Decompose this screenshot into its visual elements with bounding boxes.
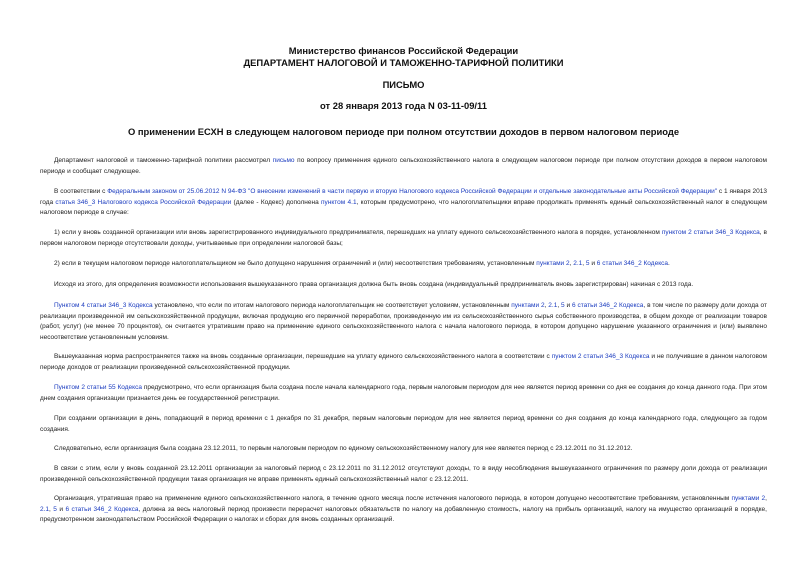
link-point-5[interactable]: 5 [53, 505, 57, 513]
paragraph-text: В соответствии с [54, 188, 108, 195]
paragraph-text: . [667, 260, 670, 267]
paragraph-2 [40, 187, 767, 219]
paragraph-6 [40, 301, 767, 343]
link-point-2-article-55[interactable]: Пунктом 2 статьи 55 Кодекса [54, 384, 142, 391]
document-type: ПИСЬМО [382, 79, 425, 90]
paragraph-text: по вопросу применения единого сельскохозяйственного налога в следующем налоговом периоде при полном отсутствии доходов в первом налоговом периоде и сообщает следующее. [40, 157, 767, 175]
paragraph-11 [40, 464, 767, 485]
paragraph-text: , должна за весь налоговый период произвести перерасчет налоговых обязательств по налогу на добавленную стоимость, налогу на прибыль организаций, налогу на имущество организаций в порядке, предусмотренном законодательством Российской Федерации о налогах и сборах для вновь созданных организаций. [40, 505, 767, 524]
link-article-346-3[interactable]: статья 346_3 Налогового кодекса Российской Федерации [55, 198, 232, 206]
paragraph-text: , [582, 260, 586, 267]
ministry-name: Министерство финансов Российской Федерации [288, 45, 519, 56]
paragraph-text: , [557, 302, 562, 309]
link-point-6-article-346-2[interactable]: 6 статьи 346_2 Кодекса [596, 260, 668, 267]
paragraph-text: Следовательно, если организация была создана 23.12.2011, то первым налоговым периодом по единому сельскохозяйственному налогу для нее является период с 23.12.2011 по 31.12.2012. [54, 445, 633, 452]
link-point-2-1[interactable]: 2.1 [573, 260, 583, 267]
paragraph-text: с 1 января 2013 года [40, 188, 768, 206]
link-point-4-article-346-3[interactable]: Пунктом 4 статьи 346_3 Кодекса [54, 302, 153, 309]
paragraph-text: (далее - Кодекс) дополнена [231, 198, 321, 206]
paragraph-9 [40, 414, 767, 435]
paragraph-text: Департамент налоговой и таможенно-тарифной политики рассмотрел [54, 157, 273, 164]
link-point-2-1[interactable]: 2.1 [548, 302, 558, 309]
link-letter[interactable]: письмо [272, 157, 295, 164]
paragraph-5 [40, 280, 767, 291]
paragraph-text: установлено, что если по итогам налогового периода налогоплательщик не соответствует условиям, установленным [152, 302, 512, 309]
paragraph-text: 1) если у вновь созданной организации или вновь зарегистрированного индивидуального предпринимателя, перешедших на уплату единого сельскохозяйственного налога в порядке, установленном [54, 229, 662, 236]
paragraph-4 [40, 259, 767, 270]
paragraph-1 [40, 156, 767, 177]
paragraph-text: , [49, 505, 54, 513]
link-points-2[interactable]: пунктами 2 [511, 302, 545, 309]
paragraph-text: , которым предусмотрено, что налогоплательщики вправе продолжать применять единый сельскохозяйственный налог в следующем налоговом периоде в случае: [40, 198, 768, 217]
link-points-2[interactable]: пунктами 2 [536, 260, 570, 267]
link-point-5[interactable]: 5 [561, 302, 565, 309]
paragraph-7 [40, 352, 767, 373]
paragraph-text: предусмотрено, что если организация была создана после начала календарного года, первым налоговым периодом для нее является период времени со дня ее создания до конца данного года. При этом днем создания организации признается день ее государственной регистрации. [40, 384, 767, 402]
document-date-number: от 28 января 2013 года N 03-11-09/11 [320, 100, 487, 111]
paragraph-text: и [564, 302, 573, 309]
link-federal-law[interactable]: Федеральным законом от 25.06.2012 N 94-ФЗ "О внесении изменений в части первую и вторую Налогового кодекса Российской Федерации и отдельные законодательные акты Российской Федерации" [107, 188, 718, 195]
paragraph-text: и не получившие в данном налоговом периоде доходов от реализации произведенной сельскохозяйственной продукции. [40, 353, 767, 371]
paragraph-text: , в том числе по размеру доли дохода от реализации произведенной им сельскохозяйственной продукции, включая продукцию его первичной переработки, произведенную им из сельскохозяйственного сырья собственного производства, в общем доходе от реализации товаров (работ, услуг) (не менее 70 процентов), он считается утратившим право на применение единого сельскохозяйственного налога с начала налогового периода, в котором допущено нарушение указанного ограничения и (или) выявлено несоответствие установленным условиям. [40, 302, 767, 341]
paragraph-text: , [544, 302, 549, 309]
link-point-4-1[interactable]: пунктом 4.1 [321, 198, 357, 206]
department-name: ДЕПАРТАМЕНТ НАЛОГОВОЙ И ТАМОЖЕННО-ТАРИФНОЙ ПОЛИТИКИ [243, 57, 564, 68]
link-point-6-article-346-2[interactable]: 6 статьи 346_2 Кодекса [65, 505, 139, 513]
paragraph-text: Организация, утратившая право на применение единого сельскохозяйственного налога, в течение одного месяца после истечения налогового периода, в котором допущено несоответствие требованиям, установленным [54, 495, 732, 502]
paragraph-text: В связи с этим, если у вновь созданной 23.12.2011 организации за налоговый период с 23.12.2011 по 31.12.2012 отсутствуют доходы, то в виду несоблюдения вышеуказанного ограничения по размеру доли дохода от реализации произведенной сельскохозяйственной продукции такая организация не вправе применять единый сельскохозяйственный налог с 23.12.2011. [40, 465, 767, 483]
paragraph-text: , [569, 260, 574, 267]
paragraph-text: и [56, 505, 66, 513]
paragraph-text: и [589, 260, 597, 267]
link-points-2[interactable]: пунктами 2 [731, 495, 766, 502]
paragraph-text: Исходя из этого, для определения возможности использования вышеуказанного права организация должна быть вновь создана (индивидуальный предприниматель вновь зарегистрирован) начиная с 2013 года. [54, 281, 694, 288]
paragraph-10 [40, 444, 767, 455]
document-subject: О применении ЕСХН в следующем налоговом периоде при полном отсутствии доходов в первом налоговом периоде [127, 126, 680, 137]
link-point-6-article-346-2[interactable]: 6 статьи 346_2 Кодекса [572, 302, 644, 309]
paragraph-text: 2) если в текущем налоговом периоде налогоплательщиком не было допущено нарушения ограничений и (или) несоответствия требованиям, установленным [54, 260, 537, 267]
link-point-2-article-346-3[interactable]: пунктом 2 статьи 346_3 Кодекса [661, 229, 760, 236]
paragraph-3 [40, 228, 767, 249]
paragraph-text: При создании организации в день, попадающий в период времени с 1 декабря по 31 декабря, первым налоговым периодом для нее является период времени со дня создания до конца календарного года, следующего за годом создания. [40, 415, 767, 433]
link-point-2-1[interactable]: 2.1 [40, 505, 50, 513]
link-point-5[interactable]: 5 [585, 260, 590, 267]
paragraph-text: , [765, 495, 767, 502]
paragraph-text: , в первом налоговом периоде отсутствовали доходы, учитываемые при определении налоговой базы; [40, 229, 767, 247]
link-point-2-article-346-3[interactable]: пунктом 2 статьи 346_3 Кодекса [551, 353, 650, 360]
paragraph-12 [40, 494, 767, 526]
paragraph-text: Вышеуказанная норма распространяется также на вновь созданные организации, перешедшие на уплату единого сельскохозяйственного налога в соответствии с [54, 353, 552, 360]
paragraph-8 [40, 383, 767, 404]
